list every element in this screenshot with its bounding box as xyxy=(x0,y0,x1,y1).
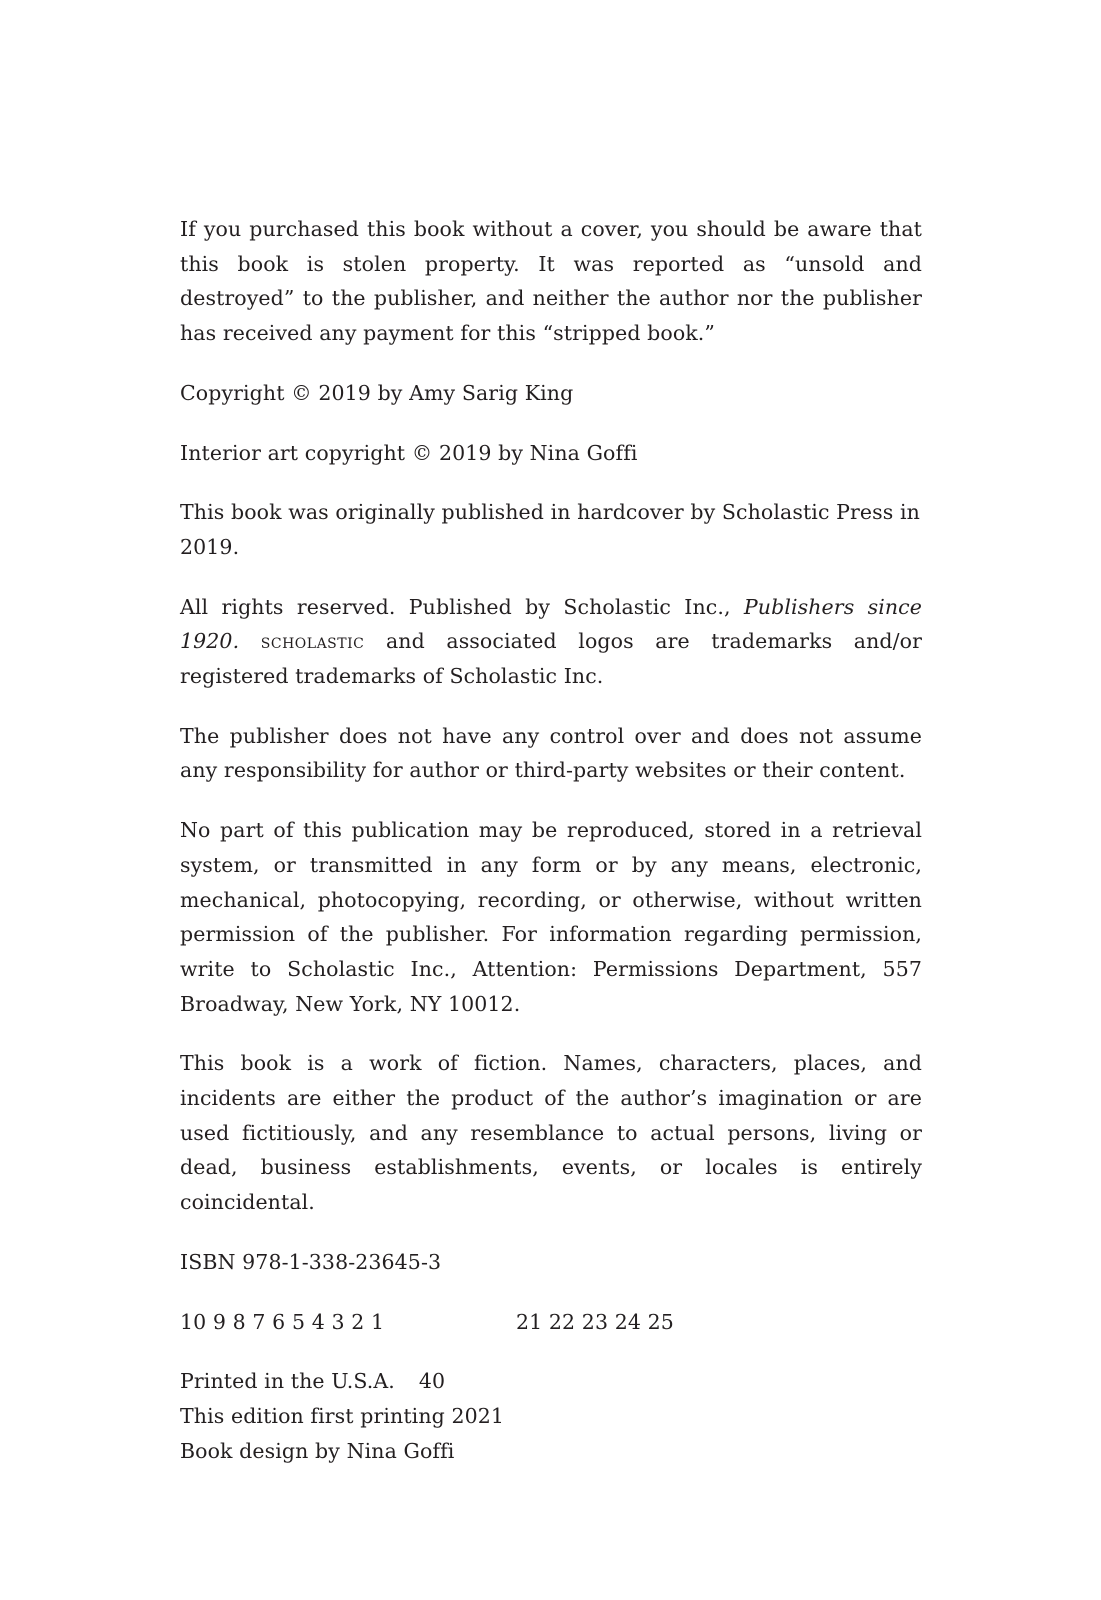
edition-line: This edition first printing 2021 xyxy=(180,1403,505,1428)
book-design-credit: Book design by Nina Goffi xyxy=(180,1438,455,1463)
printed-country: Printed in the U.S.A. xyxy=(180,1369,395,1394)
copyright-content xyxy=(180,212,922,1468)
scholastic-brand: scholastic xyxy=(260,629,365,654)
rights-reserved-paragraph xyxy=(180,590,922,694)
responsibility-paragraph: The publisher does not have any control over and does not assume any responsibility for author or third-party websites or their content. xyxy=(180,723,922,783)
copyright-line: Copyright © 2019 by Amy Sarig King xyxy=(180,380,574,405)
trademark-text: and associated logos are trademarks and/or registered trademarks of Scholastic Inc. xyxy=(180,629,922,689)
rights-lead: All rights reserved. Published by Scholastic Inc., xyxy=(180,594,744,619)
year-numbers: 21 22 23 24 25 xyxy=(516,1309,674,1334)
publishers-since: Publishers since 1920. xyxy=(180,594,922,654)
printed-in-line xyxy=(180,1364,922,1399)
fiction-disclaimer: This book is a work of fiction. Names, characters, places, and incidents are either the product of the author’s imagination or are used fictitiously, and any resemblance to actual persons, living or dead, business establishments, events, or locales is entirely coincidental. xyxy=(180,1051,922,1215)
printer-code: 40 xyxy=(418,1369,446,1394)
impression-numbers: 10 9 8 7 6 5 4 3 2 1 xyxy=(180,1309,385,1334)
interior-art-copyright: Interior art copyright © 2019 by Nina Goffi xyxy=(180,440,638,465)
printing-details xyxy=(180,1364,922,1468)
printing-numbers xyxy=(180,1305,922,1340)
stripped-book-notice: If you purchased this book without a cover, you should be aware that this book is stolen property. It was reported as “unsold and destroyed” to the publisher, and neither the author nor the publisher has received any payment for this “stripped book.” xyxy=(180,217,922,346)
original-publication-note: This book was originally published in hardcover by Scholastic Press in 2019. xyxy=(180,500,920,559)
permission-paragraph: No part of this publication may be reproduced, stored in a retrieval system, or transmitted in any form or by any means, electronic, mechanical, photocopying, recording, or otherwise, without written permission of the publisher. For information regarding permission, write to Scholastic Inc., Attention: Permissions Department, 557 Broadway, New York, NY 10012. xyxy=(180,818,922,1016)
isbn: ISBN 978-1-338-23645-3 xyxy=(180,1249,442,1274)
